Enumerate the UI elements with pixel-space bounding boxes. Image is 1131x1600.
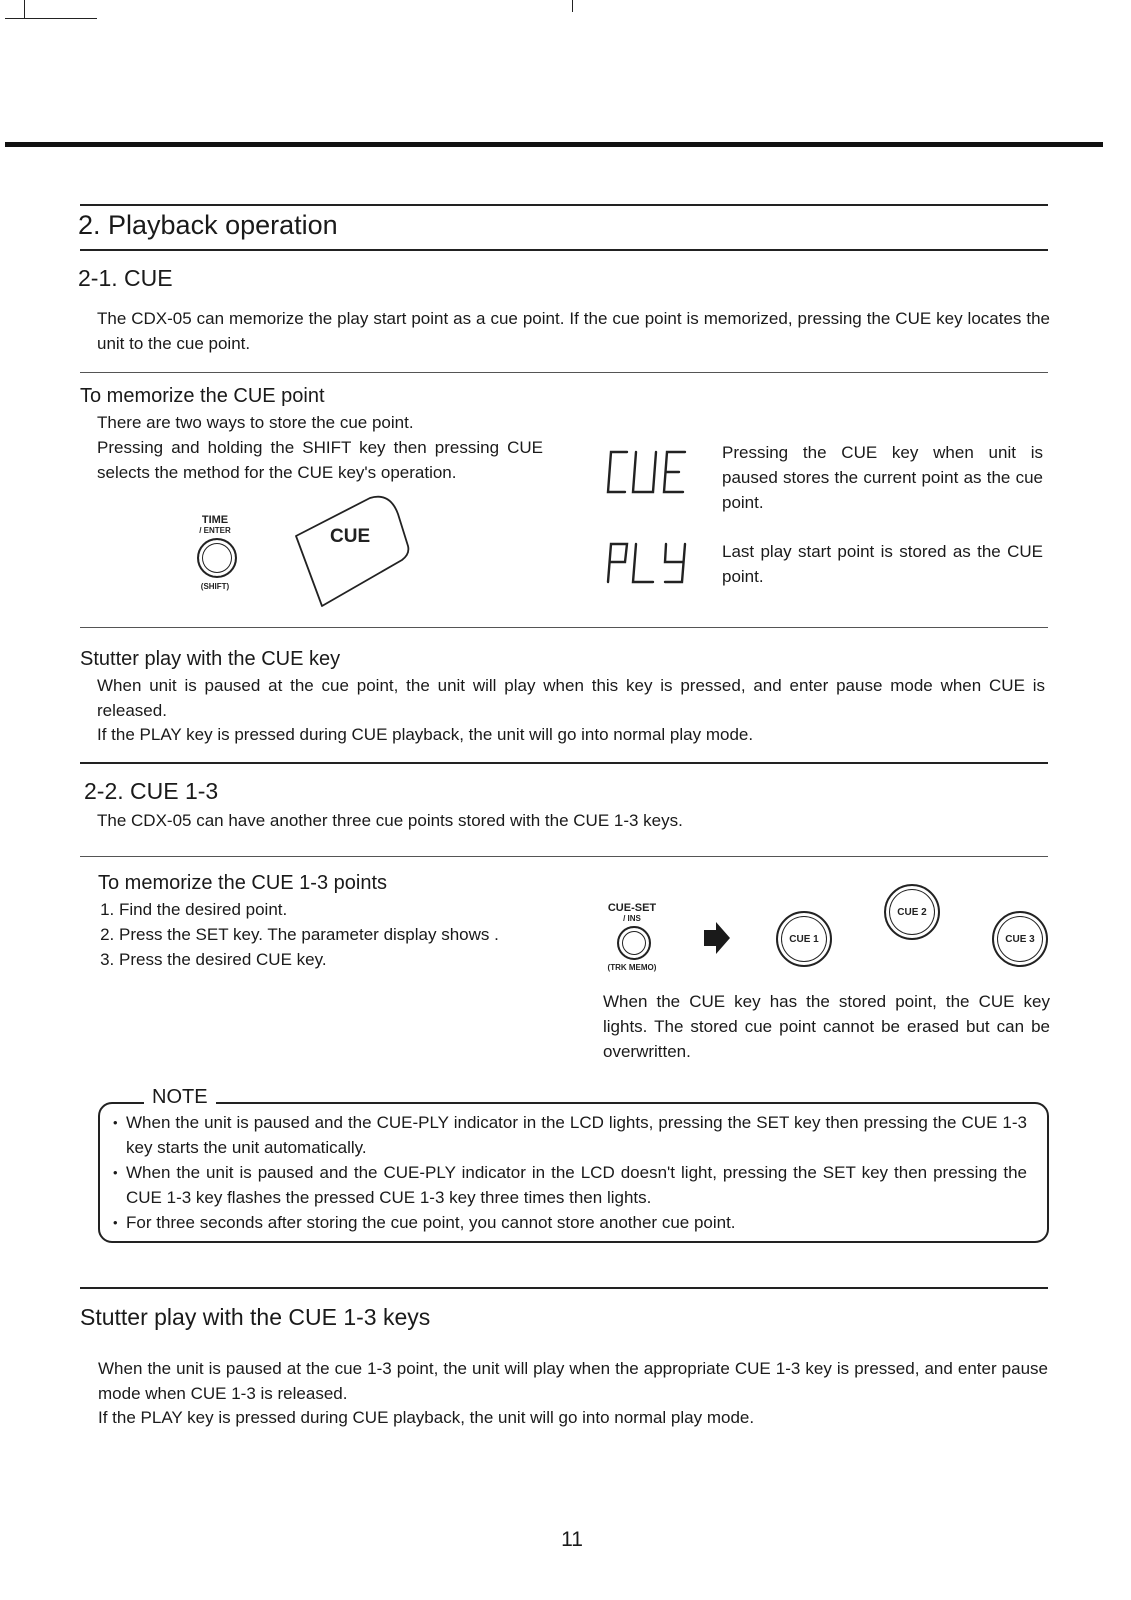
- cue-heading: 2-1. CUE: [78, 265, 173, 291]
- note-item: • When the unit is paused and the CUE-PLY indicator in the LCD doesn't light, pressing the SET key then pressing the CUE 1-3 key flashes the pressed CUE 1-3 key three times then lights.: [113, 1160, 1027, 1210]
- memorize-cue-line1: There are two ways to store the cue point.: [97, 413, 414, 432]
- arrow-right-icon: [702, 920, 732, 956]
- divider: [80, 856, 1048, 857]
- section-title-top-rule: [80, 204, 1048, 206]
- trk-memo-key-label: (TRK MEMO): [607, 963, 657, 972]
- time-enter-button: [197, 538, 237, 578]
- section-rule: [80, 762, 1048, 764]
- crop-mark-horizontal: [5, 18, 97, 19]
- lcd-cue-icon: [603, 448, 689, 498]
- cue-set-key-label: CUE-SET: [607, 902, 657, 914]
- step-item: 2. Press the SET key. The parameter display shows .: [119, 922, 568, 947]
- cue-1-key: CUE 1: [776, 911, 832, 967]
- mode-cue-desc: Pressing the CUE key when unit is paused stores the current point as the cue point.: [722, 443, 1043, 512]
- memorize-cue13-steps: [98, 897, 568, 972]
- note-list: [113, 1110, 1027, 1235]
- step-item: 1. Find the desired point.: [119, 897, 568, 922]
- cue-2-key: CUE 2: [884, 884, 940, 940]
- stutter-cue13-p2: If the PLAY key is pressed during CUE playback, the unit will go into normal play mode.: [98, 1408, 755, 1427]
- note-item: • For three seconds after storing the cue point, you cannot store another cue point.: [113, 1210, 1027, 1235]
- memorize-cue13-after: When the CUE key has the stored point, the CUE key lights. The stored cue point cannot be erased but can be overwritten.: [603, 992, 1050, 1061]
- lcd-ply-icon: [603, 540, 689, 586]
- page-number: 11: [561, 1528, 583, 1551]
- cue-key-label: CUE: [330, 526, 371, 547]
- note-item: • When the unit is paused and the CUE-PLY indicator in the LCD lights, pressing the SET key then pressing the CUE 1-3 key starts the unit automatically.: [113, 1110, 1027, 1160]
- cue-3-key: CUE 3: [992, 911, 1048, 967]
- memorize-cue13-heading: To memorize the CUE 1-3 points: [98, 872, 388, 894]
- cue13-intro: The CDX-05 can have another three cue points stored with the CUE 1-3 keys.: [97, 811, 683, 830]
- mode-ply-desc: Last play start point is stored as the CUE point.: [722, 542, 1043, 586]
- cue13-heading: 2-2. CUE 1-3: [84, 778, 219, 804]
- step-item: 3. Press the desired CUE key.: [119, 947, 568, 972]
- cue-set-button: [617, 926, 651, 960]
- crop-mark-center: [572, 0, 573, 12]
- cue-intro: The CDX-05 can memorize the play start point as a cue point. If the cue point is memorized, pressing the CUE key locates the unit to the cue point.: [97, 309, 1050, 353]
- divider: [80, 372, 1048, 373]
- time-key-label: TIME: [201, 514, 229, 526]
- section-title-bottom-rule: [80, 249, 1048, 251]
- header-bar: [5, 142, 1103, 147]
- stutter-cue-p1: When unit is paused at the cue point, the unit will play when this key is pressed, and enter pause mode when CUE is released.: [97, 676, 1045, 720]
- shift-key-label: (SHIFT): [200, 582, 230, 591]
- stutter-cue13-heading: Stutter play with the CUE 1-3 keys: [80, 1304, 431, 1330]
- ins-key-label: / INS: [623, 914, 641, 923]
- stutter-cue-heading: Stutter play with the CUE key: [80, 648, 341, 670]
- section-title: 2. Playback operation: [78, 210, 338, 240]
- divider: [80, 627, 1048, 628]
- enter-key-label: / ENTER: [199, 526, 231, 535]
- stutter-cue13-p1: When the unit is paused at the cue 1-3 point, the unit will play when the appropriate CUE 1-3 key is pressed, and enter pause mode when CUE 1-3 is released.: [98, 1359, 1048, 1403]
- cue-key-icon: [290, 494, 420, 614]
- stutter-cue-p2: If the PLAY key is pressed during CUE playback, the unit will go into normal play mode.: [97, 725, 754, 744]
- section-rule: [80, 1287, 1048, 1289]
- crop-mark-vertical: [24, 0, 25, 19]
- note-label: NOTE: [144, 1086, 216, 1109]
- memorize-cue-heading: To memorize the CUE point: [80, 385, 325, 407]
- memorize-cue-line2: Pressing and holding the SHIFT key then pressing CUE selects the method for the CUE key's operation.: [97, 438, 543, 482]
